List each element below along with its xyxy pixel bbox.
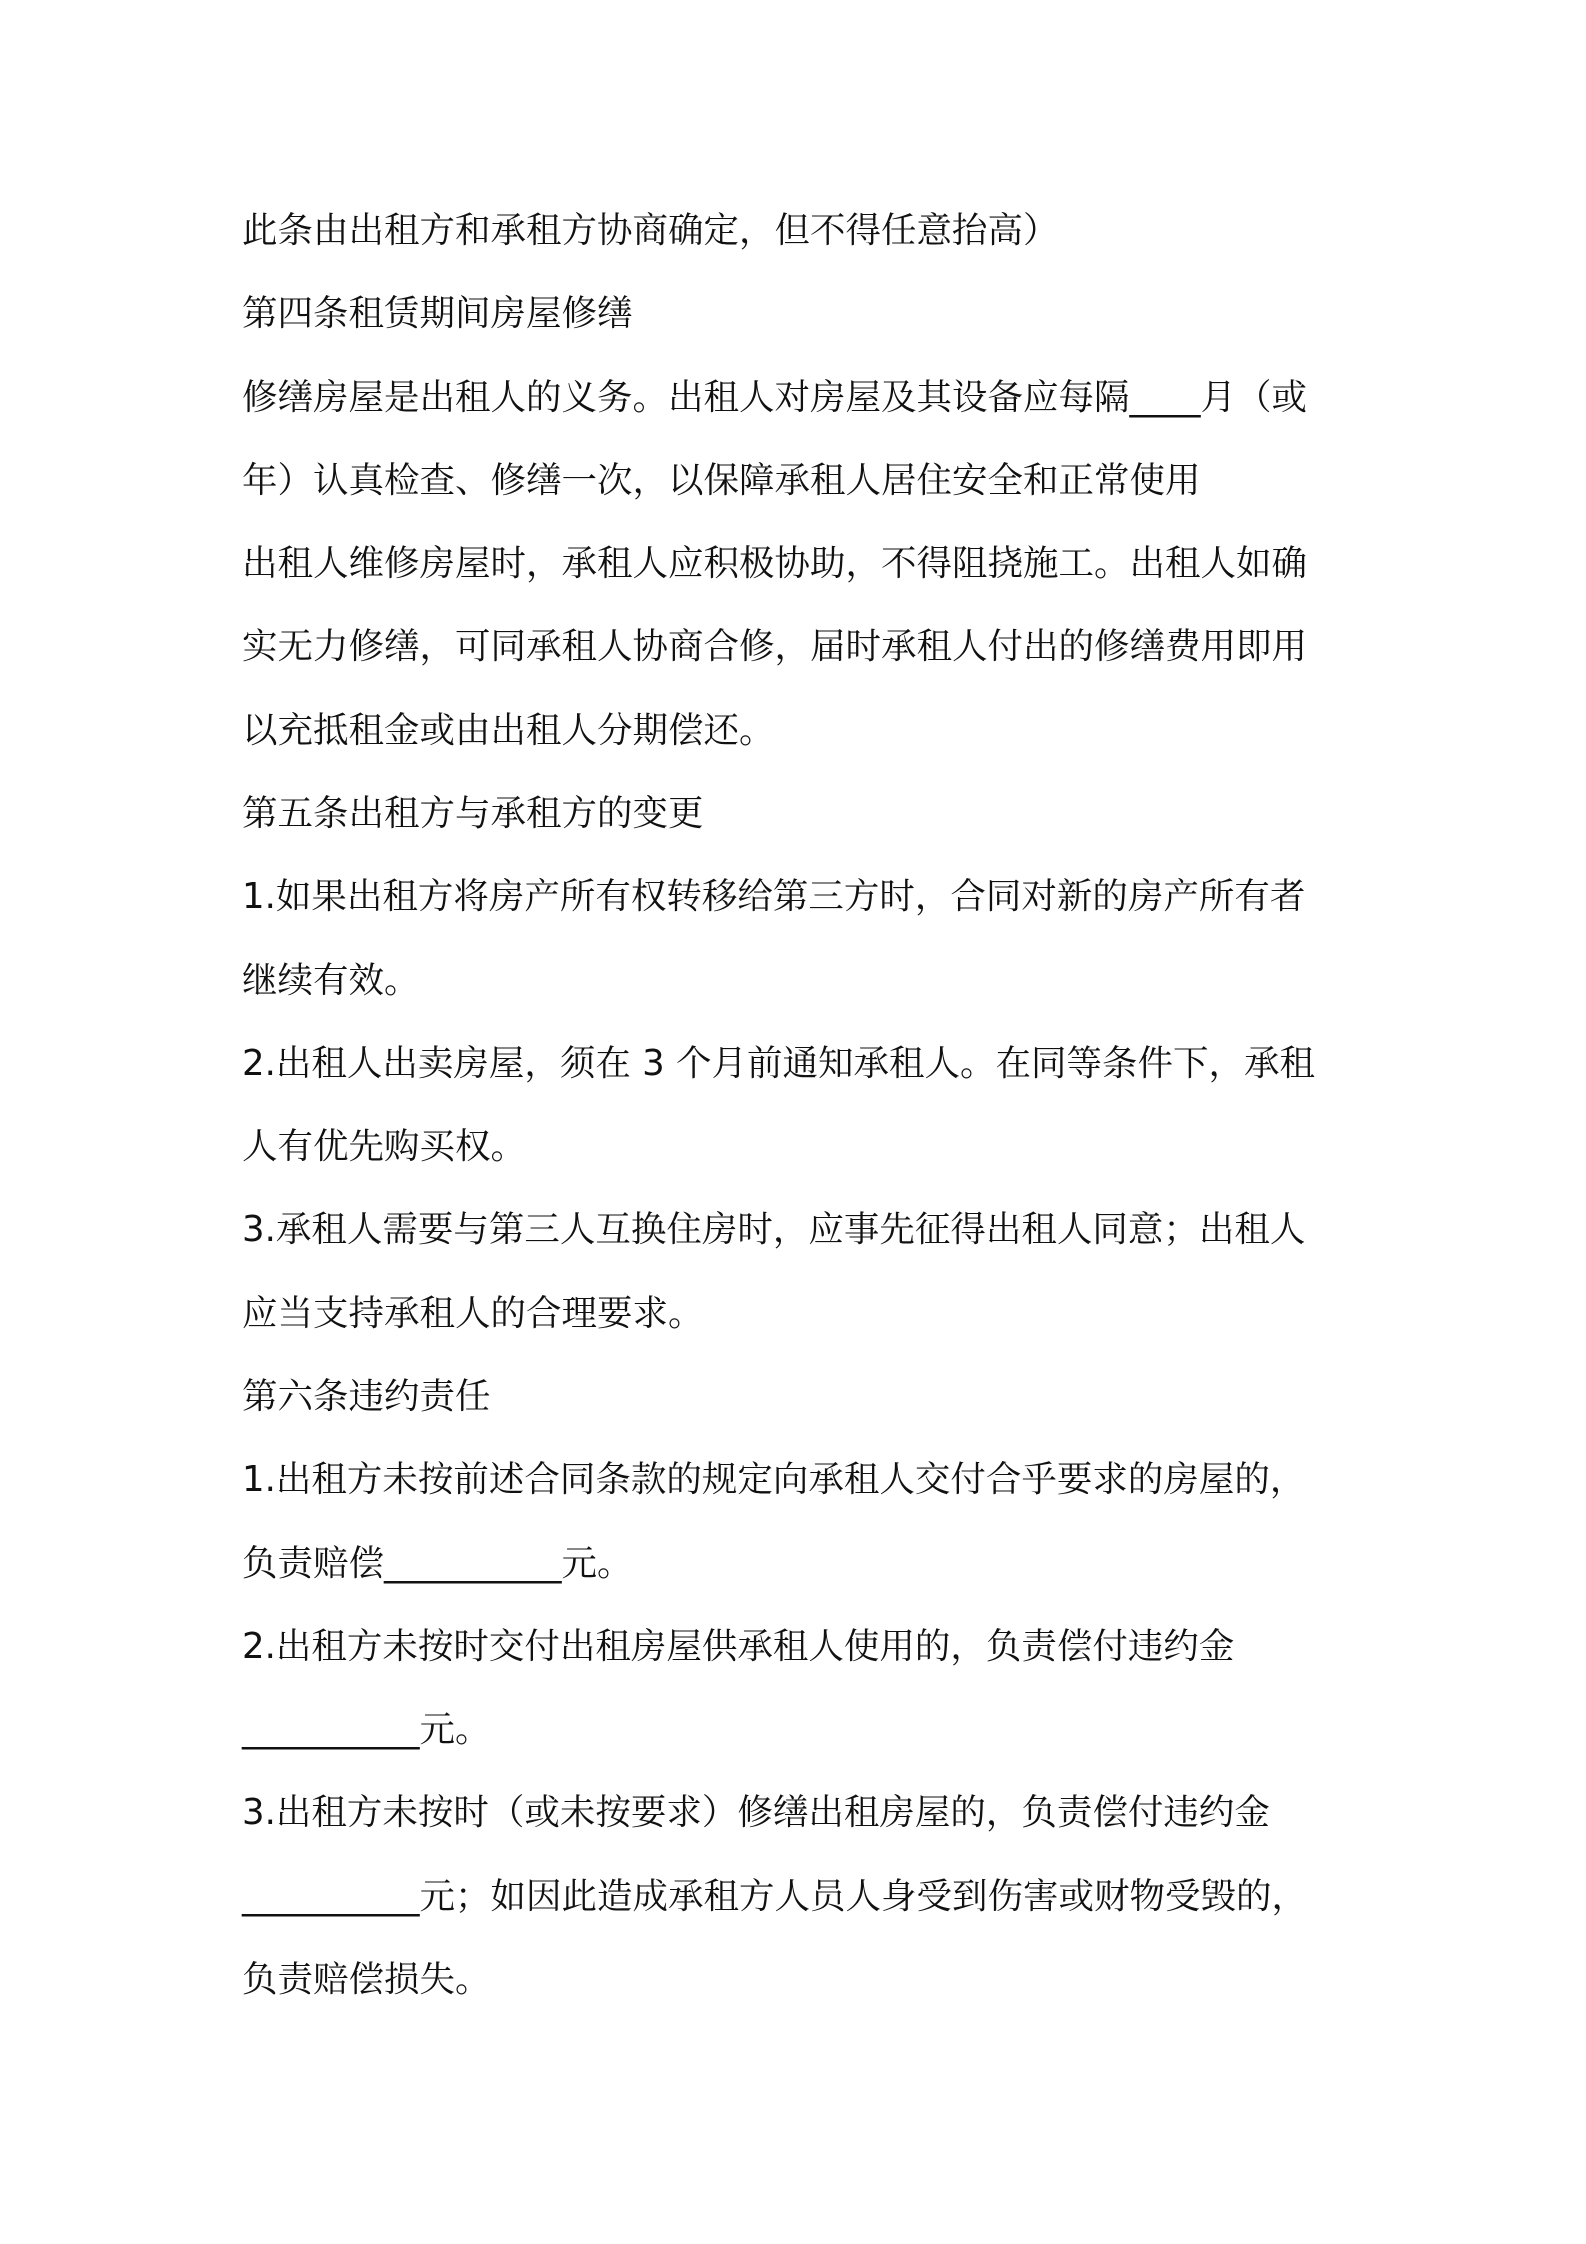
clause-item: 1.如果出租方将房产所有权转移给第三方时，合同对新的房产所有者 (242, 876, 1306, 917)
section-heading-6: 第六条违约责任 (242, 1376, 491, 1417)
text-line: 修缮房屋是出租人的义务。出租人对房屋及其设备应每隔____月（或 (242, 377, 1308, 418)
text-line: __________元。 (242, 1709, 491, 1750)
text-line: 应当支持承租人的合理要求。 (242, 1293, 704, 1334)
text-line-continuation: 此条由出租方和承租方协商确定，但不得任意抬高） (242, 210, 1059, 251)
clause-item: 2.出租方未按时交付出租房屋供承租人使用的，负责偿付违约金 (242, 1626, 1235, 1667)
clause-item: 3.承租人需要与第三人互换住房时，应事先征得出租人同意；出租人 (242, 1209, 1306, 1250)
text-line: 负责赔偿损失。 (242, 1959, 491, 2000)
text-line: 人有优先购买权。 (242, 1126, 527, 1167)
clause-item: 1.出租方未按前述合同条款的规定向承租人交付合乎要求的房屋的， (242, 1459, 1306, 1500)
clause-item: 2.出租人出卖房屋，须在 3 个月前通知承租人。在同等条件下，承租 (242, 1043, 1316, 1084)
clause-item: 3.出租方未按时（或未按要求）修缮出租房屋的，负责偿付违约金 (242, 1792, 1270, 1833)
section-heading-4: 第四条租赁期间房屋修缮 (242, 293, 633, 334)
text-line: 继续有效。 (242, 960, 420, 1001)
text-line: 负责赔偿__________元。 (242, 1543, 633, 1584)
text-line: __________元；如因此造成承租方人员人身受到伤害或财物受毁的， (242, 1876, 1308, 1917)
text-line: 实无力修缮，可同承租人协商合修，届时承租人付出的修缮费用即用 (242, 626, 1308, 667)
text-line: 以充抵租金或由出租人分期偿还。 (242, 710, 775, 751)
section-heading-5: 第五条出租方与承租方的变更 (242, 793, 704, 834)
text-line: 年）认真检查、修缮一次，以保障承租人居住安全和正常使用 (242, 460, 1201, 501)
text-line: 出租人维修房屋时，承租人应积极协助，不得阻挠施工。出租人如确 (242, 543, 1308, 584)
